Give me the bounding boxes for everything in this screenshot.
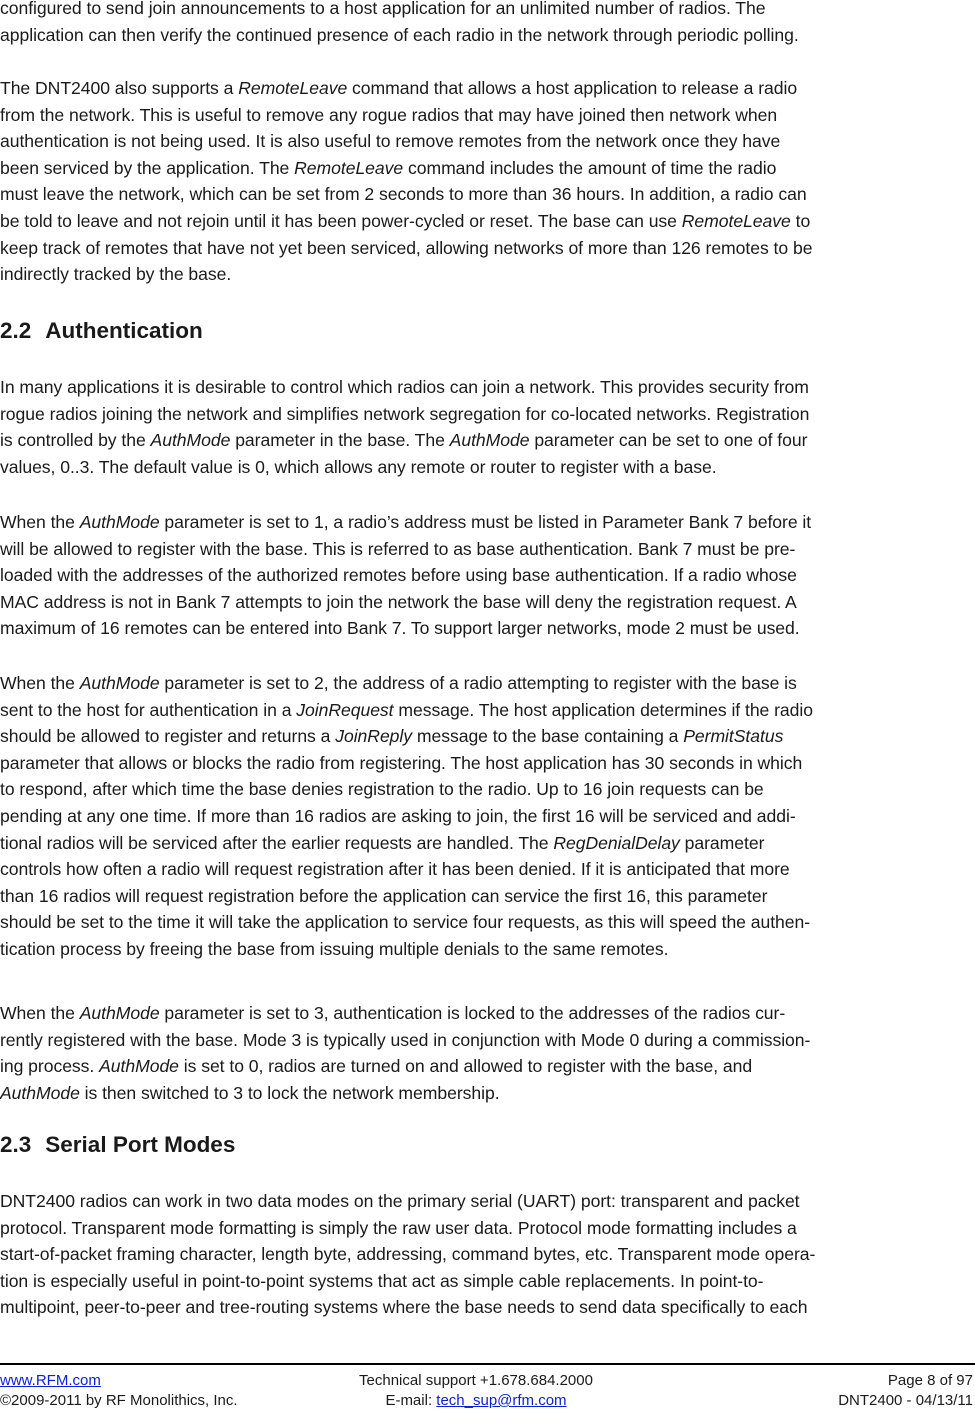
text-line: from the network. This is useful to remove any rogue radios that may have joined then network when [0, 104, 778, 125]
text-line: than 16 radios will request registration before the application can service the first 16, this parameter [0, 885, 768, 906]
copyright-text: ©2009-2011 by RF Monolithics, Inc. [0, 1392, 238, 1409]
italic-term: JoinReply [335, 726, 413, 747]
text-line: application can then verify the continued presence of each radio in the network through periodic polling. [0, 24, 799, 45]
rich-paragraph [0, 509, 811, 642]
text-line: AuthMode is then switched to 3 to lock the network membership. [0, 1082, 500, 1103]
italic-term: AuthMode [79, 512, 160, 532]
section-heading-serial-port-modes [0, 1132, 235, 1158]
rich-paragraph [0, 75, 812, 288]
text-line: should be allowed to register and returns a JoinReply message to the base containing a PermitStatus [0, 726, 784, 747]
section-number: 2.3 [0, 1132, 32, 1157]
intro-paragraph [0, 0, 799, 48]
text-line: DNT2400 radios can work in two data modes on the primary serial (UART) port: transparent and packet [0, 1191, 800, 1211]
text-line: been serviced by the application. The RemoteLeave command includes the amount of time the radio [0, 157, 777, 178]
support-phone: Technical support +1.678.684.2000 [359, 1372, 593, 1389]
auth-paragraph-3 [0, 670, 813, 963]
document-id: DNT2400 - 04/13/11 [838, 1392, 973, 1409]
email-label: E-mail: [385, 1392, 437, 1409]
auth-paragraph-2 [0, 509, 811, 642]
text-line: configured to send join announcements to a host application for an unlimited number of radios. The [0, 0, 766, 18]
auth-paragraph-1 [0, 374, 809, 480]
text-line: rogue radios joining the network and simplifies network segregation for co-located networks. Registration [0, 403, 810, 424]
text-line: authentication is not being used. It is also useful to remove remotes from the network once they have [0, 131, 781, 152]
rich-paragraph [0, 374, 809, 480]
italic-term: AuthMode [79, 673, 160, 693]
text-line: is controlled by the AuthMode parameter in the base. The AuthMode parameter can be set to one of four [0, 430, 808, 451]
auth-paragraph-4 [0, 1000, 810, 1106]
text-line: be told to leave and not rejoin until it has been power-cycled or reset. The base can use RemoteLeave to [0, 210, 811, 231]
text-line: ing process. AuthMode is set to 0, radios are turned on and allowed to register with the base, and [0, 1056, 753, 1077]
text-line: maximum of 16 remotes can be entered into Bank 7. To support larger networks, mode 2 must be used. [0, 618, 800, 639]
italic-term: RegDenialDelay [553, 832, 680, 853]
text-line: start-of-packet framing character, length byte, addressing, command bytes, etc. Transparent mode opera- [0, 1244, 816, 1265]
email-link[interactable]: tech_sup@rfm.com [436, 1392, 567, 1409]
text-line: to respond, after which time the base denies registration to the radio. Up to 16 join requests can be [0, 779, 764, 800]
text-line: should be set to the time it will take the application to service four requests, as this will speed the authen- [0, 912, 811, 933]
text-line: When the AuthMode parameter is set to 2, the address of a radio attempting to register with the base is [0, 673, 797, 693]
text-line: multipoint, peer-to-peer and tree-routing systems where the base needs to send data specifically to each [0, 1297, 808, 1318]
italic-term: RemoteLeave [681, 210, 791, 231]
italic-term: AuthMode [449, 430, 530, 451]
rich-paragraph [0, 1188, 815, 1321]
italic-term: AuthMode [79, 1003, 160, 1023]
italic-term: JoinRequest [296, 699, 394, 720]
footer-left [0, 1371, 238, 1411]
text-line: tication process by freeing the base from issuing multiple denials to the same remotes. [0, 938, 669, 959]
text-line: When the AuthMode parameter is set to 3, authentication is locked to the addresses of the radios cur- [0, 1003, 786, 1023]
italic-term: AuthMode [99, 1056, 179, 1077]
section-title: Authentication [45, 318, 203, 343]
text-line: values, 0..3. The default value is 0, which allows any remote or router to register with a base. [0, 456, 717, 477]
italic-term: RemoteLeave [238, 78, 348, 98]
text-line: rently registered with the base. Mode 3 is typically used in conjunction with Mode 0 during a commission- [0, 1029, 811, 1050]
rich-paragraph [0, 1000, 810, 1106]
text-line: will be allowed to register with the base. This is referred to as base authentication. Bank 7 must be pre- [0, 538, 796, 559]
serial-paragraph-1 [0, 1188, 815, 1321]
text-line: When the AuthMode parameter is set to 1, a radio’s address must be listed in Parameter Bank 7 before it [0, 512, 812, 532]
intro-text [0, 0, 799, 48]
text-line: tion is especially useful in point-to-point systems that act as simple cable replacements. In point-to- [0, 1270, 764, 1291]
text-line: must leave the network, which can be set from 2 seconds to more than 36 hours. In addition, a radio can [0, 184, 807, 205]
footer-center [325, 1371, 627, 1411]
text-line: The DNT2400 also supports a RemoteLeave command that allows a host application to release a radio [0, 78, 798, 98]
text-line: parameter that allows or blocks the radio from registering. The host application has 30 seconds in which [0, 752, 803, 773]
text-line: tional radios will be serviced after the earlier requests are handled. The RegDenialDelay parameter [0, 832, 765, 853]
footer-right [838, 1371, 973, 1411]
text-line: In many applications it is desirable to control which radios can join a network. This provides security from [0, 377, 809, 397]
website-link[interactable]: www.RFM.com [0, 1372, 101, 1389]
italic-term: PermitStatus [683, 726, 784, 747]
text-line: protocol. Transparent mode formatting is simply the raw user data. Protocol mode formatting includes a [0, 1217, 797, 1238]
section-title: Serial Port Modes [45, 1132, 236, 1157]
section-number: 2.2 [0, 318, 32, 343]
footer-divider [0, 1363, 975, 1365]
text-line: indirectly tracked by the base. [0, 264, 232, 285]
text-line: controls how often a radio will request registration after it has been denied. If it is anticipated that more [0, 859, 790, 880]
text-line: pending at any one time. If more than 16 radios are asking to join, the first 16 will be serviced and addi- [0, 805, 796, 826]
text-line: keep track of remotes that have not yet been serviced, allowing networks of more than 126 remotes to be [0, 237, 813, 258]
italic-term: AuthMode [150, 430, 231, 451]
text-line: MAC address is not in Bank 7 attempts to join the network the base will deny the registration request. A [0, 591, 797, 612]
page-number: Page 8 of 97 [887, 1372, 973, 1389]
text-line: sent to the host for authentication in a JoinRequest message. The host application determines if the radio [0, 699, 813, 720]
italic-term: RemoteLeave [294, 157, 404, 178]
section-heading-authentication [0, 318, 203, 344]
italic-term: AuthMode [0, 1082, 80, 1103]
rich-paragraph [0, 670, 813, 963]
remote-leave-paragraph [0, 75, 812, 288]
text-line: loaded with the addresses of the authorized remotes before using base authentication. If a radio whose [0, 565, 797, 586]
